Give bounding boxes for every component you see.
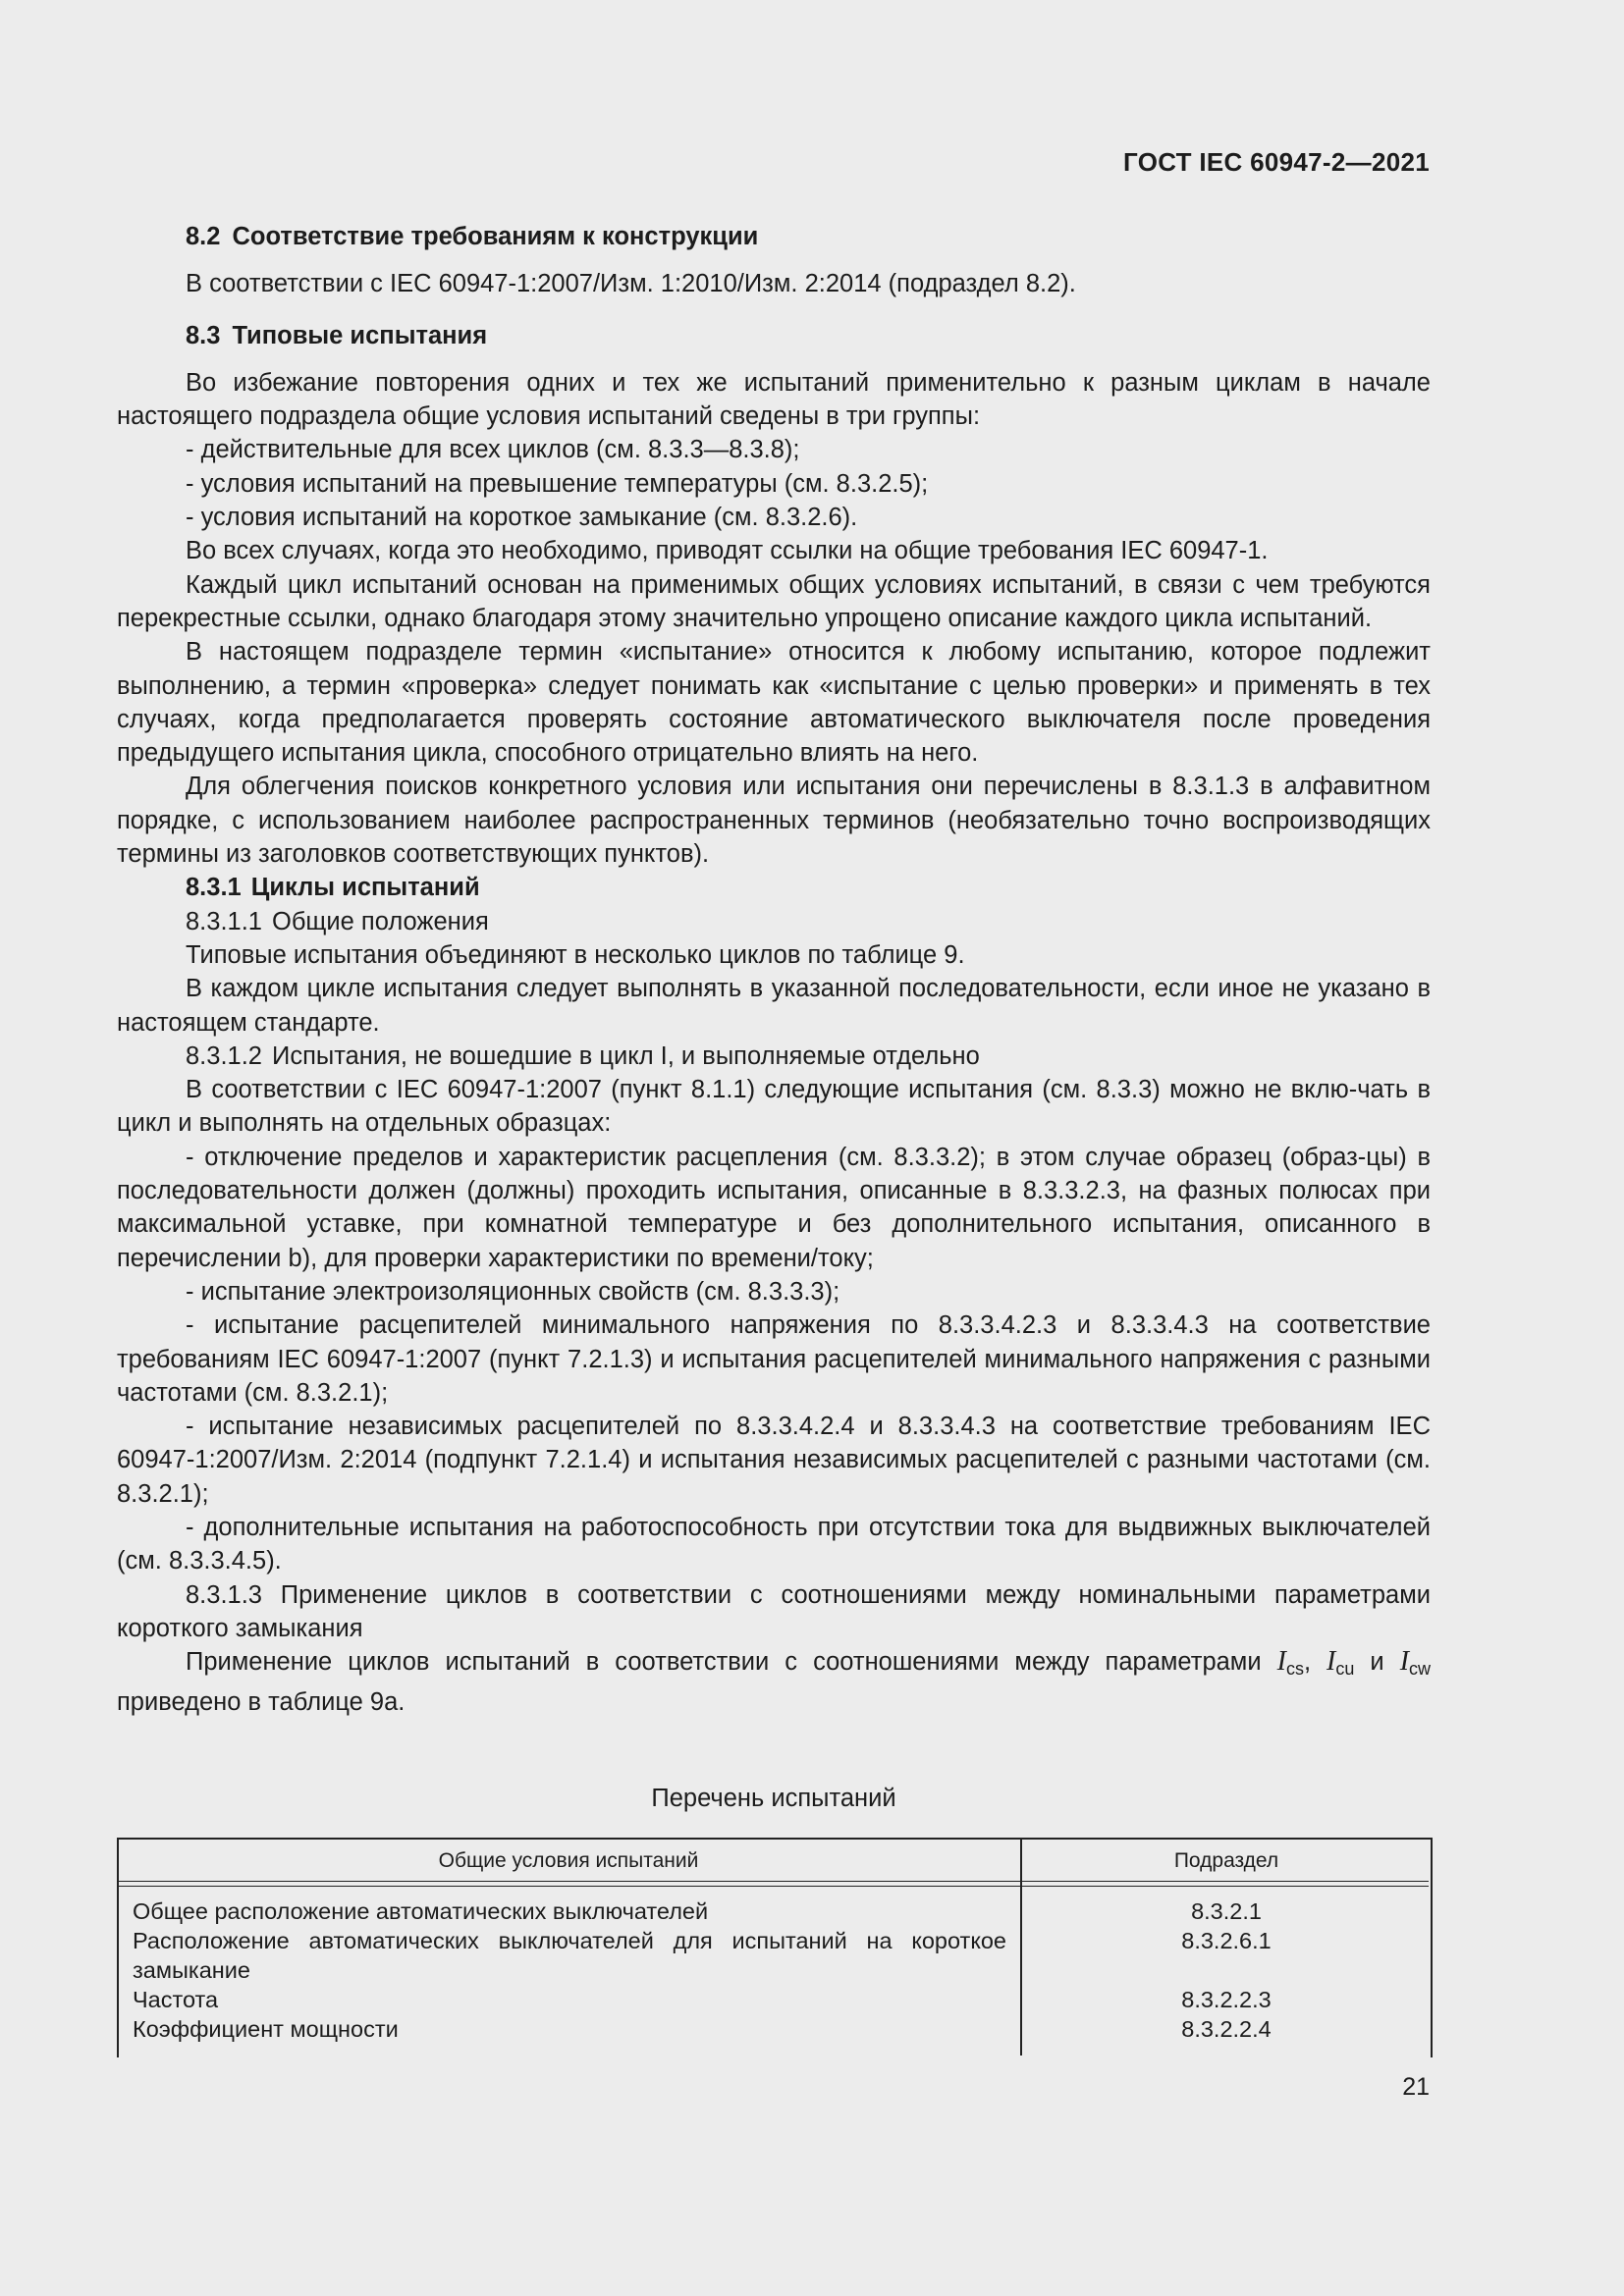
column-header-subsection: Подраздел bbox=[1173, 1849, 1279, 1872]
table-row bbox=[133, 1896, 1431, 1926]
table-cell-subsection: 8.3.2.2.3 bbox=[1181, 1987, 1272, 2012]
paragraph: В соответствии с IEC 60947-1:2007 (пункт 8.1.1) следующие испытания (см. 8.3.3) можно не вклю-чать в цикл и выполнять на отдельных образцах: bbox=[117, 1076, 1431, 1138]
paragraph: Для облегчения поисков конкретного условия или испытания они перечислены в 8.3.1.3 в алфавитном порядке, с использованием наиболее распространенных терминов (необязательно точно воспроизводящих термины из заголовков соответствующих пунктов). bbox=[117, 773, 1431, 869]
table-cell-condition: Общее расположение автоматических выключателей bbox=[133, 1898, 709, 1924]
table-body bbox=[133, 1896, 1431, 2044]
paragraph-with-symbols: Применение циклов испытаний в соответствии с соотношениями между параметрами $I_{cs}$, $I_{cu}$ и $I_{cw}$ приведено в таблице 9а. bbox=[117, 1646, 1432, 1717]
document-body bbox=[117, 220, 1431, 1720]
paragraph: Каждый цикл испытаний основан на применимых общих условиях испытаний, в связи с чем требуются перекрестные ссылки, однако благодаря этому значительно упрощено описание каждого цикла испытаний. bbox=[117, 570, 1431, 632]
table-cell-subsection: 8.3.2.1 bbox=[1191, 1898, 1262, 1924]
page-number: 21 bbox=[1402, 2073, 1430, 2101]
table-row bbox=[133, 1985, 1431, 2014]
list-item: - испытание электроизоляционных свойств (см. 8.3.3.3); bbox=[186, 1277, 840, 1306]
section-8-3-1-3-heading: 8.3.1.3 Применение циклов в соответствии с соотношениями между номинальными параметрами короткого замыкания bbox=[117, 1580, 1431, 1642]
symbol-ics: $I_{cs}$ bbox=[1276, 1646, 1304, 1680]
list-item: - испытание расцепителей минимального напряжения по 8.3.3.4.2.3 и 8.3.3.4.3 на соответствие требованиям IEC 60947-1:2007 (пункт 7.2.1.3) и испытания расцепителей минимального напряжения с разными частотами (см. 8.3.2.1); bbox=[117, 1311, 1431, 1407]
list-item: - дополнительные испытания на работоспособность при отсутствии тока для выдвижных выключателей (см. 8.3.3.4.5). bbox=[117, 1513, 1431, 1575]
section-8-2-text: В соответствии с IEC 60947-1:2007/Изм. 1:2010/Изм. 2:2014 (подраздел 8.2). bbox=[186, 270, 1076, 298]
table-cell-subsection: 8.3.2.2.4 bbox=[1181, 2016, 1272, 2042]
list-item: - условия испытаний на превышение температуры (см. 8.3.2.5); bbox=[186, 469, 929, 498]
table-row bbox=[133, 1926, 1431, 1985]
table-cell-condition: Частота bbox=[133, 1987, 219, 2012]
standard-header: ГОСТ IEC 60947-2—2021 bbox=[1123, 147, 1430, 177]
table-cell-condition: Расположение автоматических выключателей для испытаний на короткое замыкание bbox=[133, 1928, 1006, 1983]
table-caption: Перечень испытаний bbox=[651, 1785, 896, 1812]
table-cell-subsection: 8.3.2.6.1 bbox=[1181, 1928, 1272, 1953]
paragraph: В настоящем подразделе термин «испытание» относится к любому испытанию, которое подлежит выполнению, а термин «проверка» следует понимать как «испытание с целью проверки» и применять в тех случаях, когда предполагается проверять состояние автоматического выключателя после проведения предыдущего испытания цикла, способного отрицательно влиять на него. bbox=[117, 638, 1431, 768]
paragraph: Типовые испытания объединяют в несколько циклов по таблице 9. bbox=[186, 940, 965, 969]
symbol-icw: $I_{cw}$ bbox=[1399, 1646, 1432, 1680]
section-8-3-1-2-heading: 8.3.1.2 Испытания, не вошедшие в цикл I, и выполняемые отдельно bbox=[186, 1041, 980, 1070]
list-item: - отключение пределов и характеристик расцепления (см. 8.3.3.2); в этом случае образец (образ-цы) в последовательности должен (должны) проходить испытания, описанные в 8.3.3.2.3, на фазных полюсах при максимальной уставке, при комнатной температуре и без дополнительного испытания, описанного в перечислении b), для проверки характеристики по времени/току; bbox=[117, 1143, 1431, 1272]
section-8-3-heading: 8.3 Типовые испытания bbox=[186, 321, 488, 349]
list-item: - испытание независимых расцепителей по 8.3.3.4.2.4 и 8.3.3.4.3 на соответствие требованиям IEC 60947-1:2007/Изм. 2:2014 (подпункт 7.2.1.4) и испытания независимых расцепителей с разными частотами (см. 8.3.2.1); bbox=[117, 1413, 1431, 1508]
paragraph: В каждом цикле испытания следует выполнять в указанной последовательности, если иное не указано в настоящем стандарте. bbox=[117, 975, 1431, 1037]
table-row bbox=[133, 2014, 1431, 2044]
list-item: - действительные для всех циклов (см. 8.3.3—8.3.8); bbox=[186, 436, 800, 464]
list-item: - условия испытаний на короткое замыкание (см. 8.3.2.6). bbox=[186, 504, 858, 532]
section-8-2-heading: 8.2 Соответствие требованиям к конструкции bbox=[186, 223, 759, 250]
symbol-icu: $I_{cu}$ bbox=[1326, 1646, 1355, 1680]
paragraph: Во избежание повторения одних и тех же испытаний применительно к разным циклам в начале настоящего подраздела общие условия испытаний сведены в три группы: bbox=[117, 368, 1431, 431]
paragraph: Во всех случаях, когда это необходимо, приводят ссылки на общие требования IEC 60947-1. bbox=[186, 537, 1269, 565]
section-8-3-1-1-heading: 8.3.1.1 Общие положения bbox=[186, 907, 489, 935]
table-header bbox=[117, 1838, 1431, 1881]
section-8-3-1-heading: 8.3.1 Циклы испытаний bbox=[186, 874, 480, 902]
table-cell-condition: Коэффициент мощности bbox=[133, 2016, 399, 2042]
column-header-conditions: Общие условия испытаний bbox=[438, 1849, 699, 1872]
